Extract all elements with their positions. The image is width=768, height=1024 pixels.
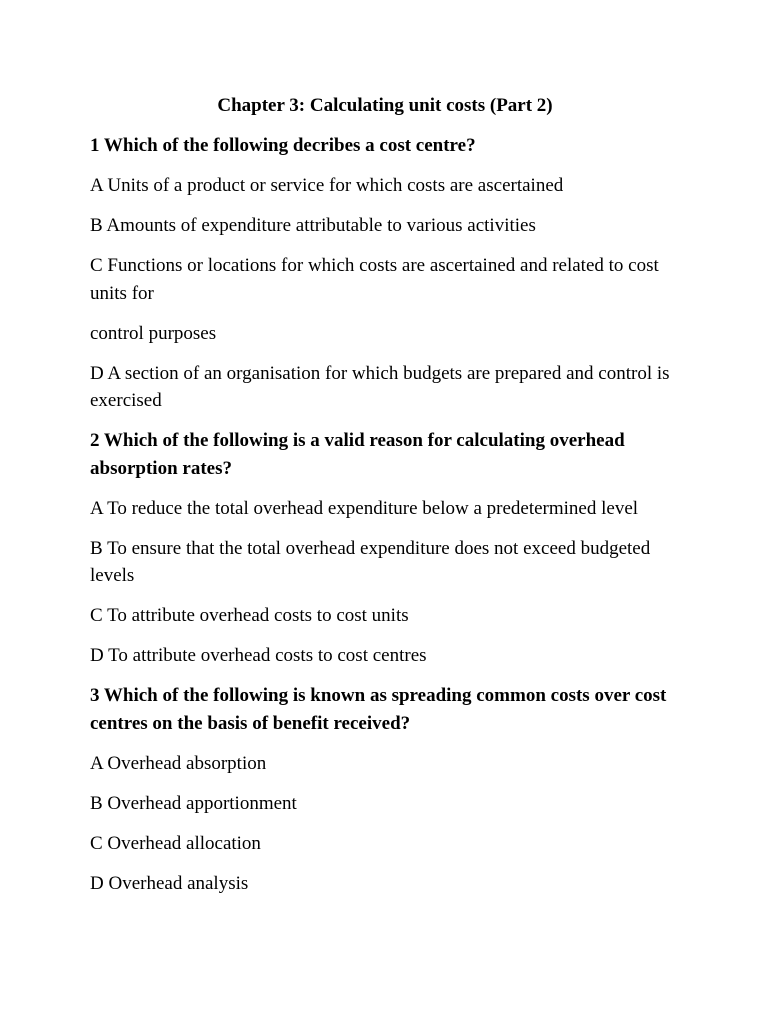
document-page [90, 92, 680, 910]
question-1-option-c: C Functions or locations for which costs are ascertained and related to cost units for [90, 255, 659, 304]
question-3-option-a: A Overhead absorption [90, 752, 267, 774]
question-2-option-d: D To attribute overhead costs to cost centres [90, 645, 427, 666]
question-1-option-d: D A section of an organisation for which budgets are prepared and control is exercised [90, 362, 670, 411]
question-2-option-c: C To attribute overhead costs to cost units [90, 605, 409, 626]
question-1-option-a: A Units of a product or service for which costs are ascertained [90, 175, 564, 196]
question-1-option-b: B Amounts of expenditure attributable to various activities [90, 215, 536, 236]
question-1-option-c-continued: control purposes [90, 322, 217, 344]
question-1: 1 Which of the following decribes a cost centre? [90, 135, 476, 156]
question-2-option-b: B To ensure that the total overhead expenditure does not exceed budgeted levels [90, 537, 651, 586]
question-3: 3 Which of the following is known as spreading common costs over cost centres on the basis of benefit received? [90, 685, 667, 734]
page-title: Chapter 3: Calculating unit costs (Part 2) [217, 95, 553, 116]
question-3-option-b: B Overhead apportionment [90, 792, 297, 814]
question-2: 2 Which of the following is a valid reason for calculating overhead absorption rates? [90, 430, 625, 479]
question-3-option-c: C Overhead allocation [90, 832, 261, 854]
question-2-option-a: A To reduce the total overhead expenditure below a predetermined level [90, 497, 639, 519]
question-3-option-d: D Overhead analysis [90, 872, 249, 894]
